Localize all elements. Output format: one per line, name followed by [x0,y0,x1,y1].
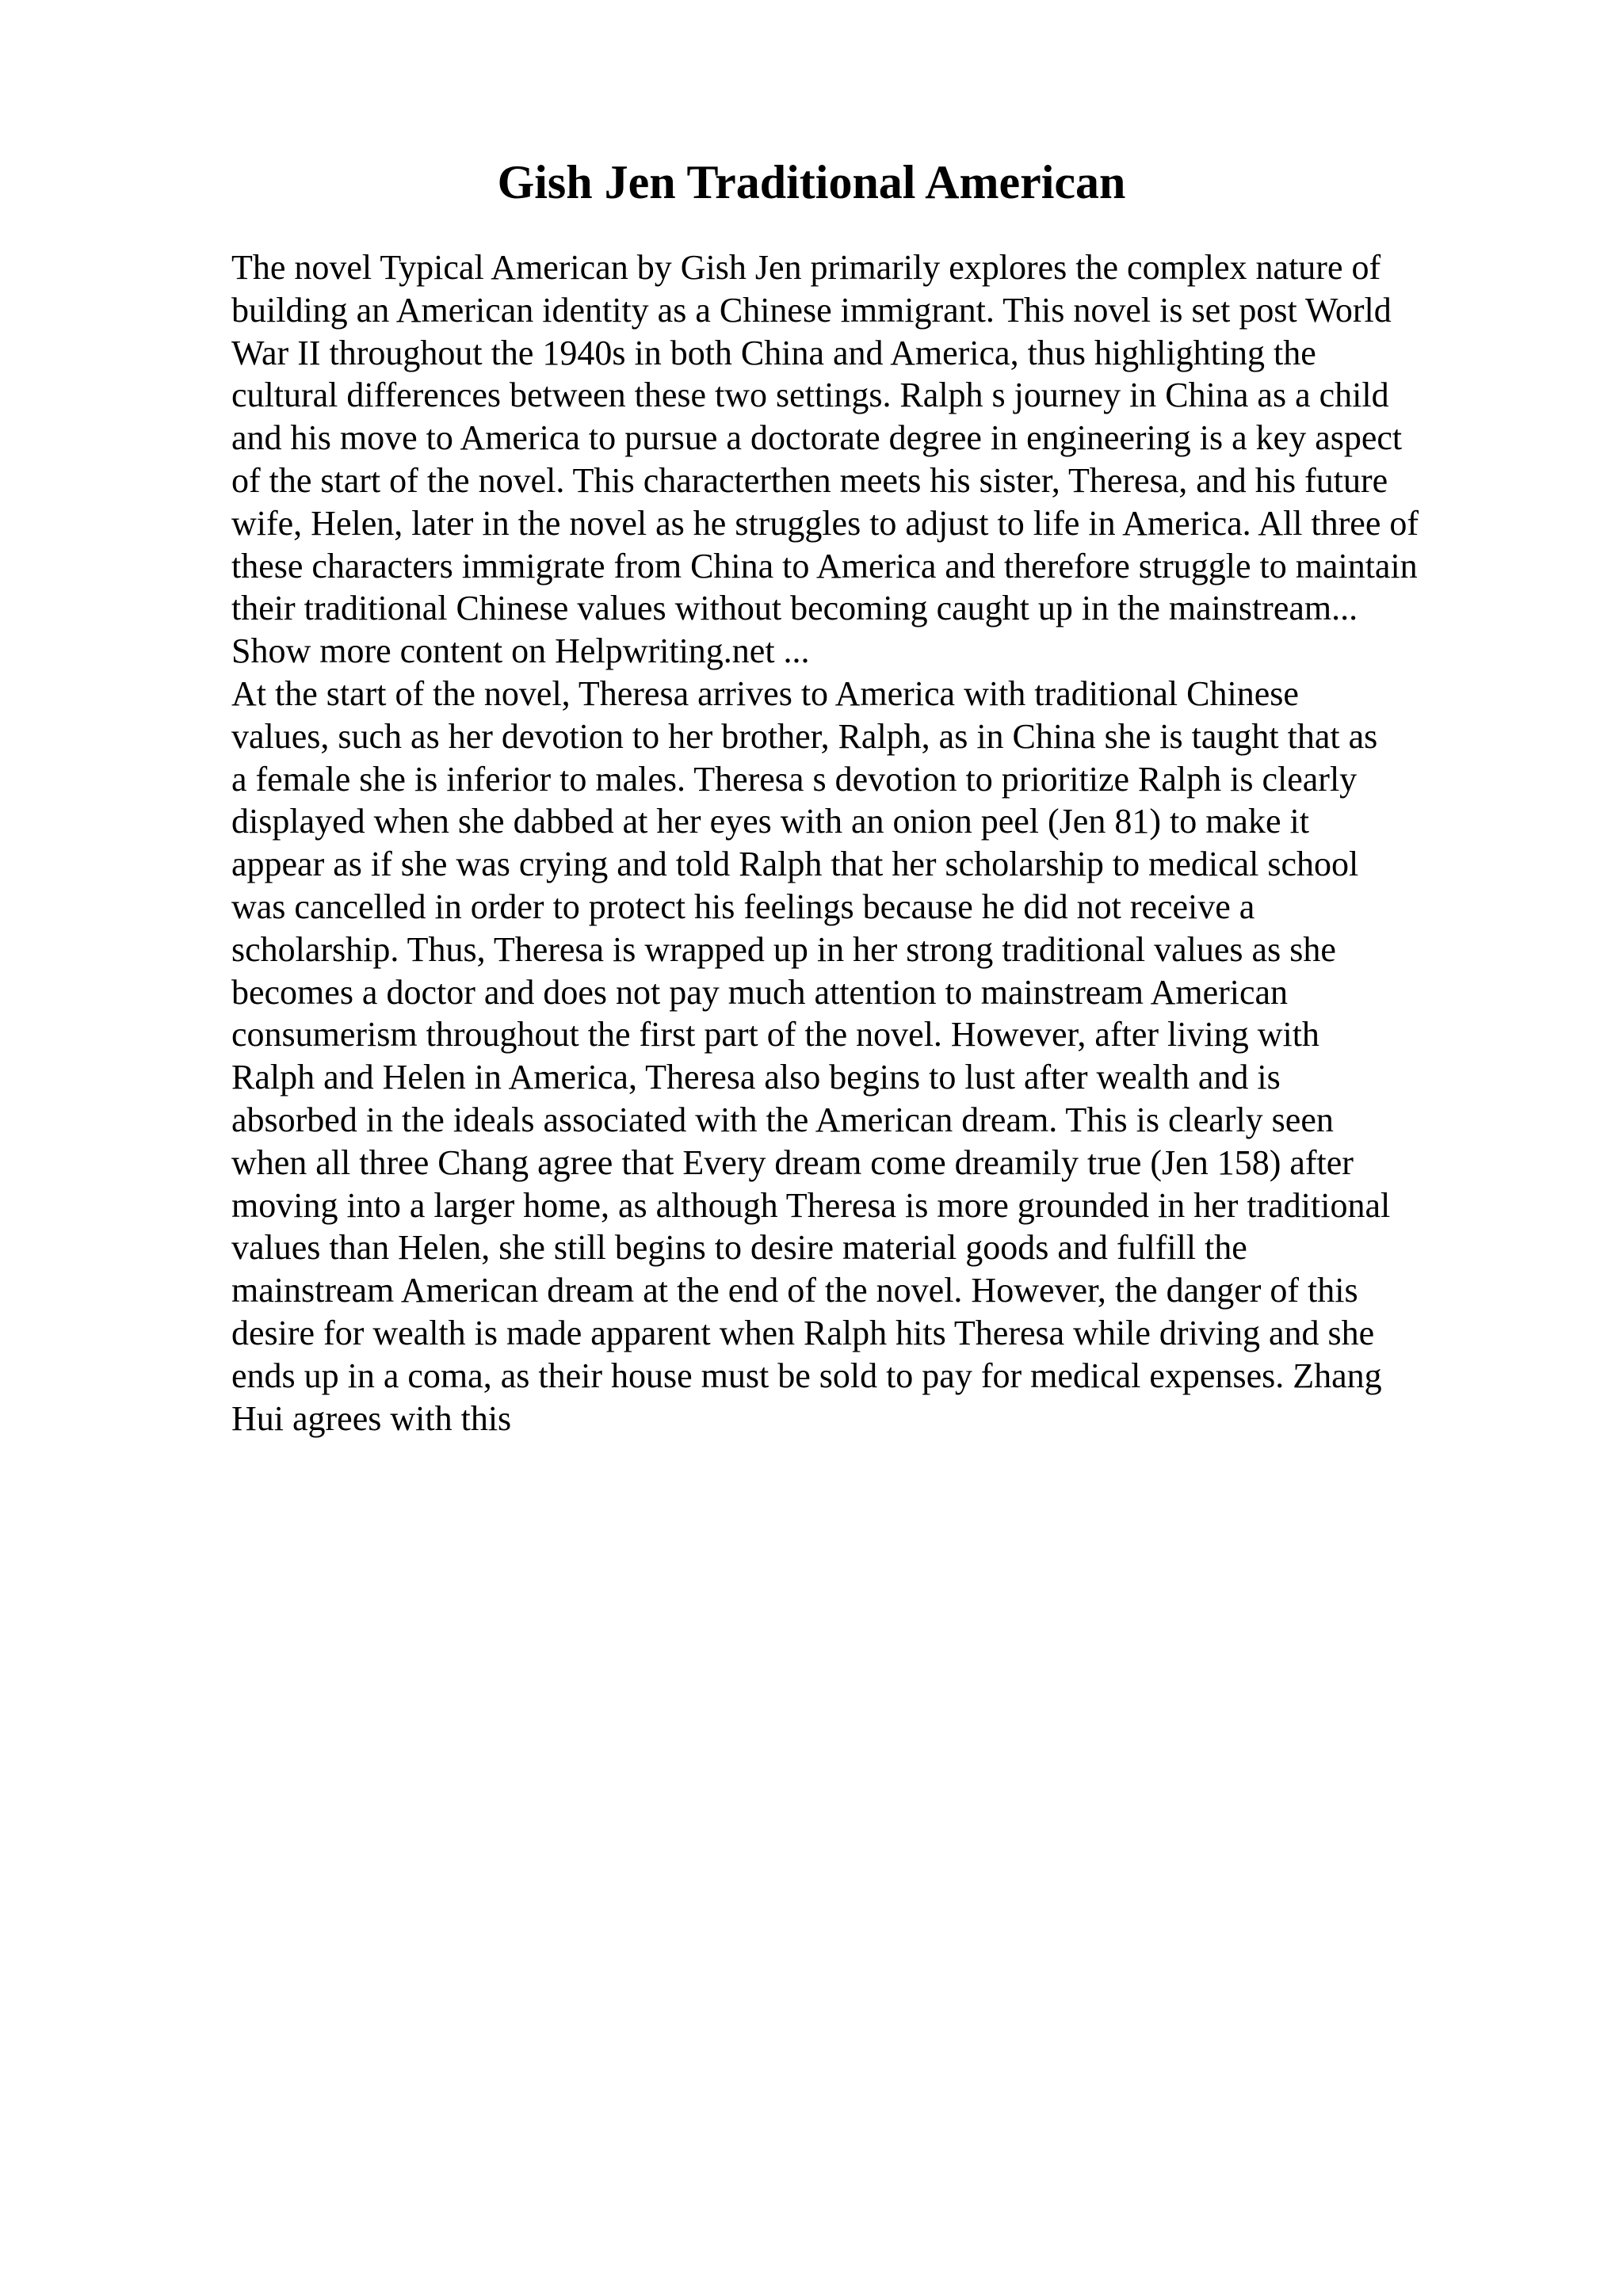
body-line: The novel Typical American by Gish Jen primarily explores the complex nature of [231,248,1381,287]
document-body [231,246,1610,1440]
body-line: consumerism throughout the first part of the novel. However, after living with [231,1015,1319,1055]
show-more-link[interactable]: Show more content on Helpwriting.net ... [231,631,810,671]
document-title: Gish Jen Traditional American [497,156,1126,208]
body-line: when all three Chang agree that Every dream come dreamily true (Jen 158) after [231,1142,1354,1182]
body-line: building an American identity as a Chinese immigrant. This novel is set post World [231,290,1392,330]
body-line: displayed when she dabbed at her eyes with an onion peel (Jen 81) to make it [231,802,1309,841]
body-line: absorbed in the ideals associated with the American dream. This is clearly seen [231,1100,1334,1139]
body-line: was cancelled in order to protect his feelings because he did not receive a [231,887,1255,926]
body-line: scholarship. Thus, Theresa is wrapped up in her strong traditional values as she [231,929,1336,969]
body-line: Hui agrees with this [231,1398,512,1438]
body-line: values than Helen, she still begins to desire material goods and fulfill the [231,1228,1247,1268]
body-line: desire for wealth is made apparent when Ralph hits Theresa while driving and she [231,1313,1375,1352]
body-line: appear as if she was crying and told Ralph that her scholarship to medical school [231,845,1359,884]
body-line: mainstream American dream at the end of the novel. However, the danger of this [231,1271,1358,1310]
body-line: becomes a doctor and does not pay much attention to mainstream American [231,972,1289,1012]
body-line: values, such as her devotion to her brother, Ralph, as in China she is taught that as [231,716,1378,756]
body-line: At the start of the novel, Theresa arrives to America with traditional Chinese [231,673,1299,713]
body-line: wife, Helen, later in the novel as he struggles to adjust to life in America. All three of [231,503,1419,543]
body-line: and his move to America to pursue a doctorate degree in engineering is a key aspect [231,418,1403,458]
body-line: ends up in a coma, as their house must be sold to pay for medical expenses. Zhang [231,1356,1382,1395]
body-line: a female she is inferior to males. Theresa s devotion to prioritize Ralph is clearly [231,759,1358,799]
body-line: cultural differences between these two settings. Ralph s journey in China as a child [231,376,1389,415]
body-line: War II throughout the 1940s in both China and America, thus highlighting the [231,333,1316,372]
body-line: these characters immigrate from China to America and therefore struggle to maintain [231,546,1418,585]
body-line: moving into a larger home, as although Theresa is more grounded in her traditional [231,1185,1391,1225]
body-line: Ralph and Helen in America, Theresa also begins to lust after wealth and is [231,1058,1281,1097]
body-line: of the start of the novel. This characterthen meets his sister, Theresa, and his future [231,460,1388,500]
body-line: their traditional Chinese values without becoming caught up in the mainstream... [231,589,1358,628]
